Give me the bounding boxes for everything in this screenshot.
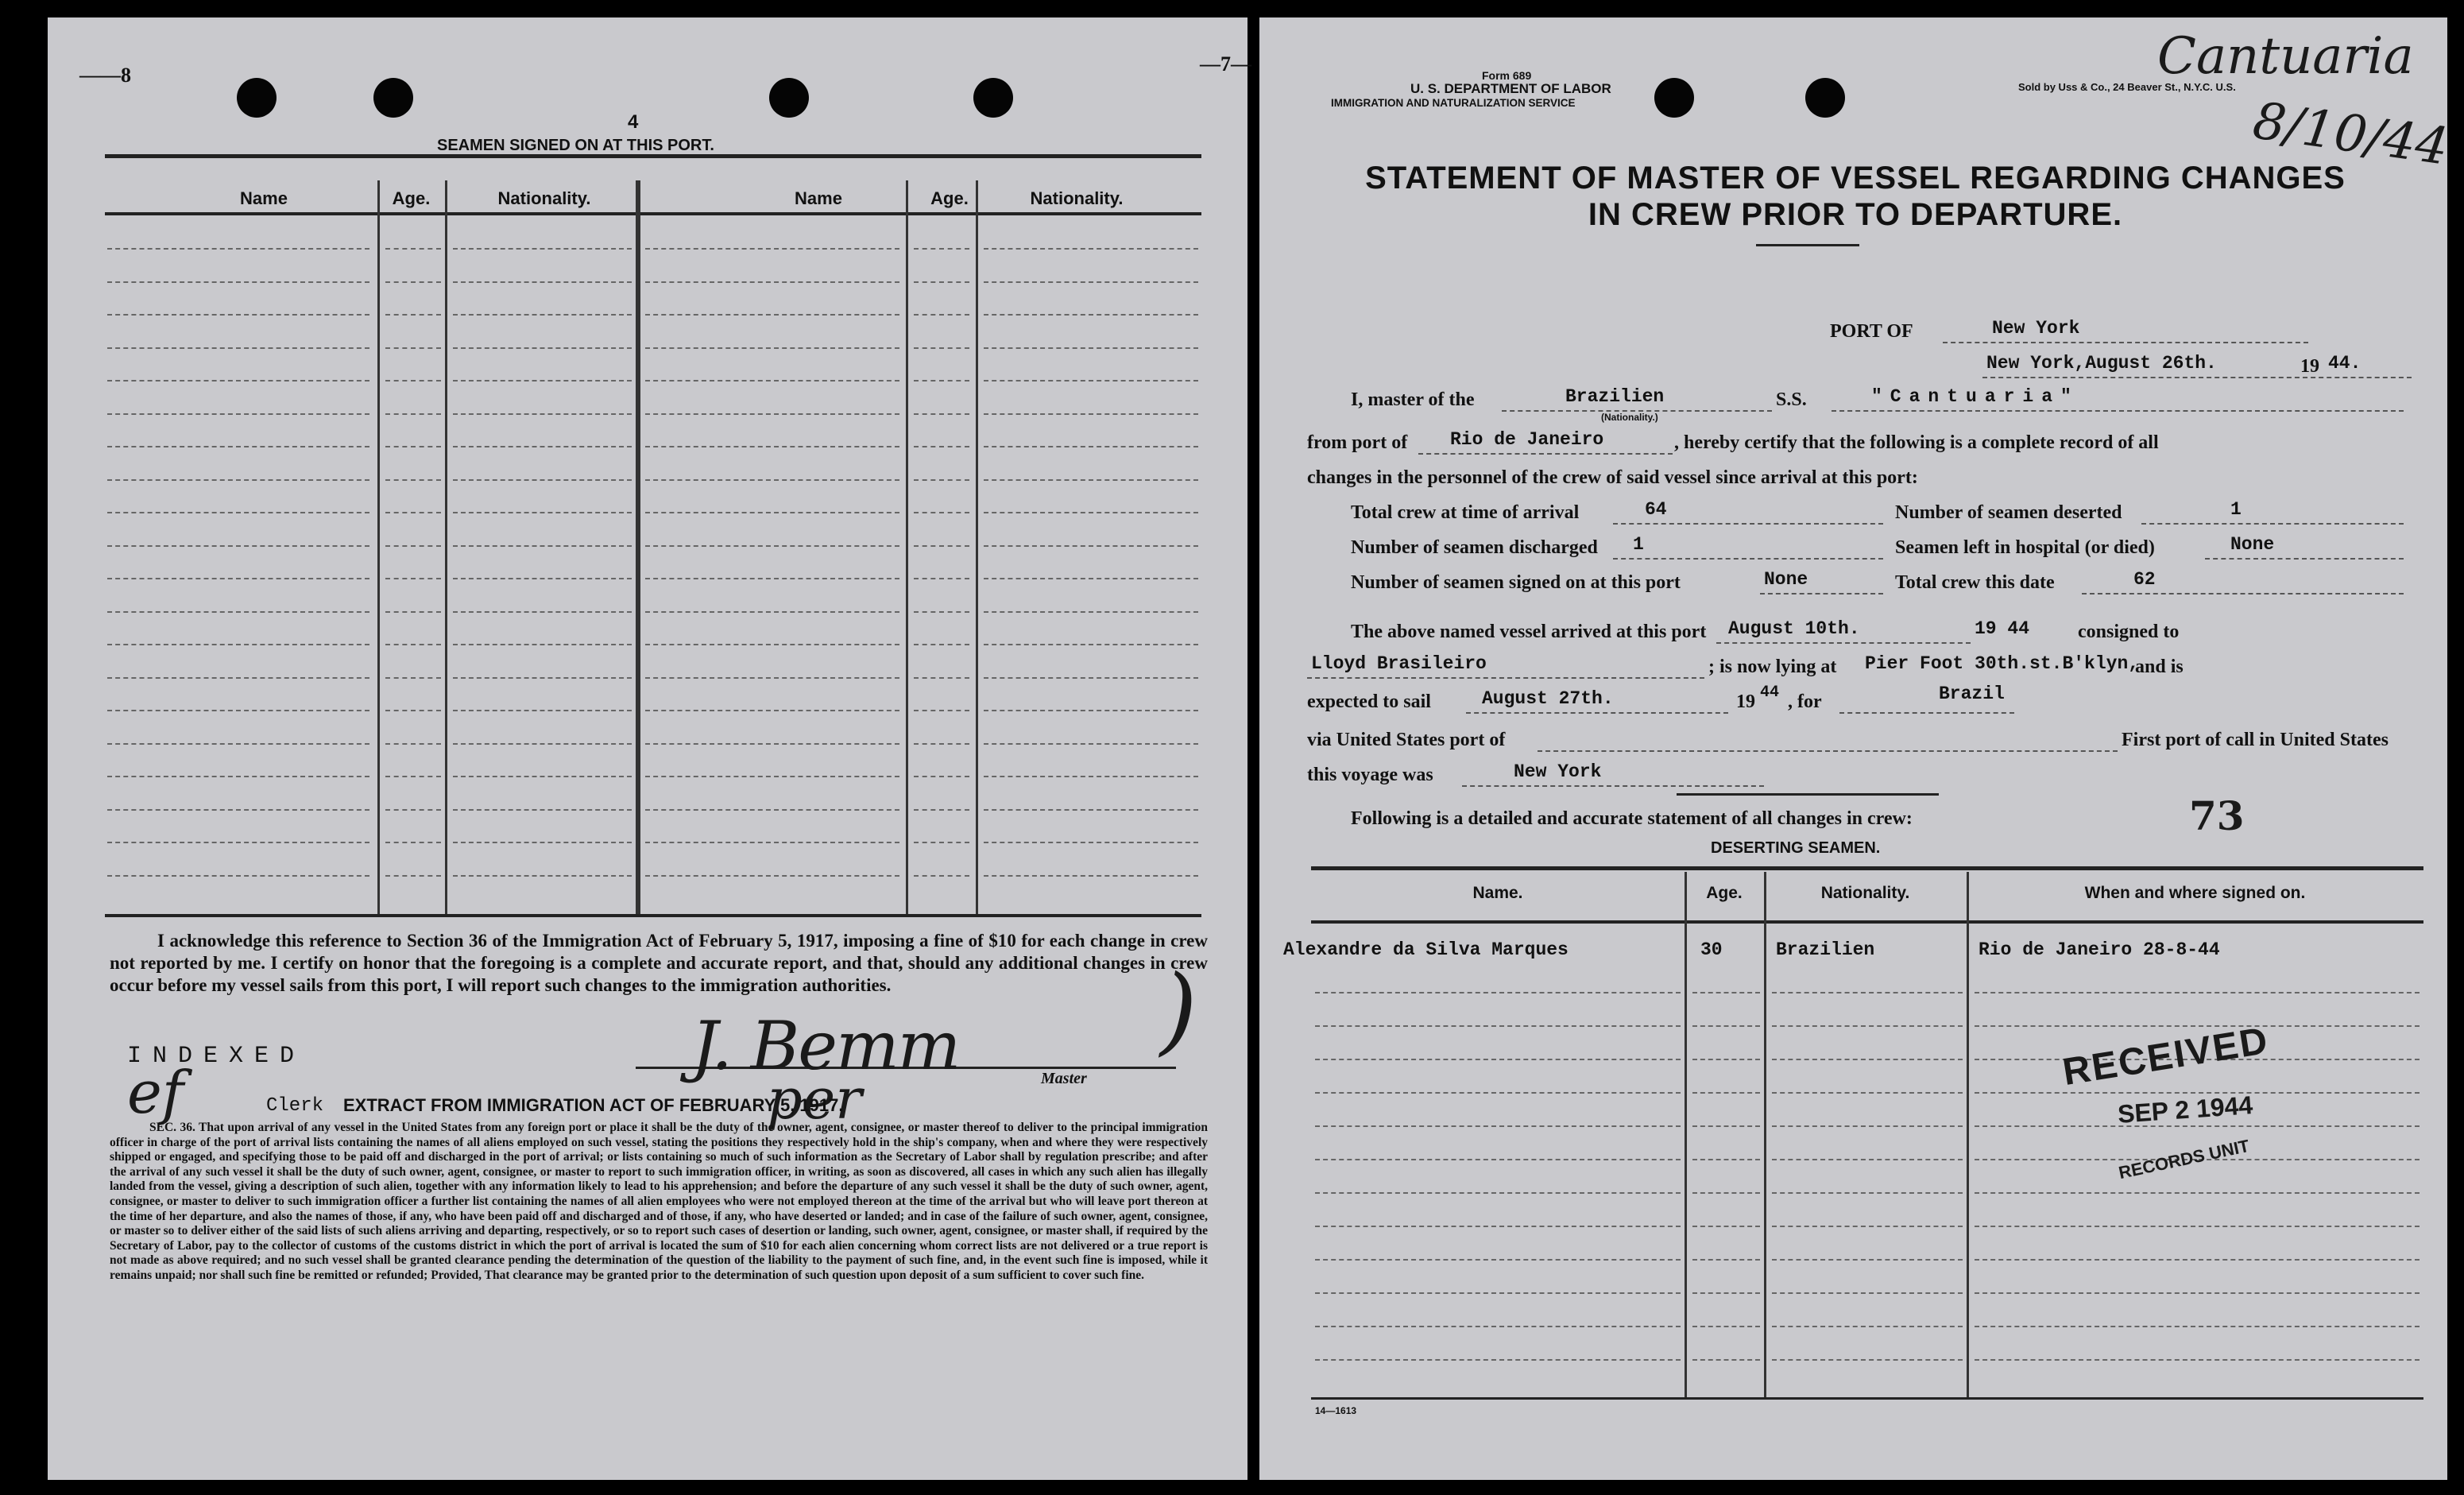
dotted-rule: [914, 413, 969, 415]
discharged-line: [1613, 558, 1883, 560]
dotted-rule: [645, 776, 899, 777]
arrived-value: August 10th.: [1728, 618, 1860, 639]
arrived-label: The above named vessel arrived at this port: [1351, 622, 1707, 642]
dotted-rule: [107, 677, 369, 679]
year-prefix: 19: [2300, 356, 2319, 377]
dotted-rule: [1315, 1259, 1681, 1261]
dotted-rule: [453, 644, 632, 645]
dotted-rule: [984, 314, 1198, 316]
deserting-title: DESERTING SEAMEN.: [1711, 839, 1881, 857]
clerk-label: Clerk: [266, 1095, 324, 1117]
and-is-label: and is: [2135, 656, 2184, 677]
column-divider: [445, 180, 447, 914]
form-number: Form 689: [1482, 69, 1532, 82]
master-label: Master: [1041, 1070, 1087, 1087]
dotted-rule: [453, 743, 632, 745]
dotted-rule: [453, 446, 632, 447]
dotted-rule: [984, 809, 1198, 811]
table-bottom-rule: [105, 914, 1201, 917]
dotted-rule: [453, 611, 632, 613]
dotted-rule: [107, 875, 369, 877]
extract-title: EXTRACT FROM IMMIGRATION ACT OF FEBRUARY 5, 1917.: [343, 1095, 844, 1115]
hospital-line: [2205, 558, 2404, 560]
dotted-rule: [984, 479, 1198, 481]
dotted-rule: [1975, 1125, 2420, 1127]
handwritten-ship-name: Cantuaria: [2157, 27, 2414, 86]
dotted-rule: [914, 479, 969, 481]
dotted-rule: [385, 545, 441, 547]
dotted-rule: [107, 611, 369, 613]
dotted-rule: [645, 809, 899, 811]
table-header-rule: [105, 212, 1201, 215]
dotted-rule: [1975, 1359, 2420, 1361]
ss-label: S.S.: [1776, 389, 1807, 410]
dotted-rule: [1772, 1092, 1963, 1094]
via-line: [1538, 750, 2118, 752]
acknowledgement-text: I acknowledge this reference to Section 36 of the Immigration Act of February 5, 1917, imposing a fine of $10 for each change in crew not reported by me. I certify on honor that the foregoing is a complete and accurate report, and that, should any additional changes in crew occur before my vessel sails from this port, I will report such changes to the immigration authorities.: [110, 931, 1208, 995]
consignee-value: Lloyd Brasileiro: [1311, 653, 1487, 674]
lying-label: ; is now lying at: [1708, 656, 1837, 677]
dotted-rule: [385, 809, 441, 811]
dotted-rule: [385, 281, 441, 283]
signed-on-label: Number of seamen signed on at this port: [1351, 572, 1681, 593]
punch-hole: [1805, 78, 1845, 118]
dotted-rule: [1772, 992, 1963, 993]
dotted-rule: [1975, 992, 2420, 993]
voyage-label: this voyage was: [1307, 765, 1433, 785]
port-of-line: [1943, 342, 2308, 343]
dotted-rule: [1315, 1326, 1681, 1327]
dotted-rule: [1772, 1059, 1963, 1060]
dotted-rule: [107, 413, 369, 415]
column-divider: [1764, 872, 1766, 1397]
section-36-text: SEC. 36. That upon arrival of any vessel in the United States from any foreign port or place it shall be the duty of the owner, agent, consignee, or master thereof to deliver to the principal immigration officer in charge of the port of arrival lists containing the names of all aliens employed on such vessel, stating the positions they respectively hold in the ship's company, when and where they were respectively shipped or engaged, and specifying those to be paid off and discharged in the port of arrival; or lists containing so much of such information as the Secretary of Labor shall by regulation prescribe; and after the arrival of any such vessel it shall be the duty of such owner, agent, consignee, or master to report to such immigration officer, in writing, as soon as discovered, all cases in which any such alien has illegally landed from the vessel, giving a description of such alien, together with any information likely to lead to his apprehension; and before the departure of any such vessel it shall be the duty of such owner, agent, consignee, or master to deliver to such immigration officer a further list containing the names of all alien employees who were not employed thereon at the time of the arrival but who will leave port thereon at the time of her departure, and also the names of those, if any, who have been paid off and discharged and of those, if any, who have deserted or landed; and in case of the failure of such owner, agent, consignee, or master so to deliver either of the said lists of such aliens arriving and departing, respectively, or so to report such cases of desertion or landing, such owner, agent, consignee, or master shall, if required by the Secretary of Labor, pay to the collector of customs of the customs district in which the port of arrival is located the sum of $10 for each alien concerning whom correct lists are not delivered or a true report is not made as above required; and no such vessel shall be granted clearance pending the determination of the question of the liability to the payment of such fine, and, in the event such fine is imposed, while it remains unpaid; nor shall such fine be remitted or refunded; Provided, That clearance may be granted prior to the determination of such question upon deposit of a sum sufficient to cover such fine.: [110, 1121, 1208, 1282]
dotted-rule: [914, 512, 969, 513]
dotted-rule: [1315, 1025, 1681, 1027]
consignee-line: [1307, 677, 1704, 679]
arrived-line: [1716, 642, 1971, 644]
dotted-rule: [385, 677, 441, 679]
dotted-rule: [385, 479, 441, 481]
dotted-rule: [385, 743, 441, 745]
dotted-rule: [107, 314, 369, 316]
date-line: [1982, 377, 2412, 378]
total-crew-date-label: Total crew this date: [1895, 572, 2055, 593]
lying-value: Pier Foot 30th.st.B'klyn,: [1865, 653, 2140, 674]
dotted-rule: [385, 413, 441, 415]
dotted-rule: [107, 776, 369, 777]
dotted-rule: [984, 743, 1198, 745]
from-port-value: Rio de Janeiro: [1450, 429, 1604, 450]
column-header: Name.: [1472, 884, 1523, 902]
deserted-label: Number of seamen deserted: [1895, 502, 2122, 523]
dotted-rule: [645, 611, 899, 613]
nationality-value: Brazilien: [1565, 386, 1665, 407]
column-header: Name: [795, 188, 842, 208]
dotted-rule: [1692, 1192, 1760, 1194]
dotted-rule: [1315, 1159, 1681, 1160]
signed-on-line: [1760, 593, 1883, 595]
seller-imprint: Sold by Uss & Co., 24 Beaver St., N.Y.C. U.S.: [2018, 81, 2236, 93]
dotted-rule: [914, 842, 969, 843]
dotted-rule: [914, 710, 969, 711]
dotted-rule: [1692, 1092, 1760, 1094]
expected-value: August 27th.: [1482, 688, 1614, 709]
dotted-rule: [107, 512, 369, 513]
dotted-rule: [645, 380, 899, 381]
dotted-rule: [1315, 1125, 1681, 1127]
dotted-rule: [984, 710, 1198, 711]
handwritten-date: 8/10/44: [2249, 91, 2452, 177]
vessel-line: [1832, 410, 2404, 412]
expected-line: [1466, 712, 1728, 714]
column-divider: [636, 180, 640, 914]
dotted-rule: [107, 248, 369, 250]
dotted-rule: [1772, 1259, 1963, 1261]
dotted-rule: [645, 710, 899, 711]
dotted-rule: [385, 842, 441, 843]
signature-flourish: ): [1160, 955, 1197, 1066]
dotted-rule: [645, 413, 899, 415]
dotted-rule: [1975, 1292, 2420, 1294]
dotted-rule: [914, 809, 969, 811]
service-name: IMMIGRATION AND NATURALIZATION SERVICE: [1331, 97, 1576, 109]
dotted-rule: [1975, 1092, 2420, 1094]
dotted-rule: [1692, 1059, 1760, 1060]
dotted-rule: [984, 380, 1198, 381]
dotted-rule: [453, 314, 632, 316]
dotted-rule: [914, 578, 969, 579]
dotted-rule: [385, 644, 441, 645]
corner-mark: —7—: [1200, 52, 1251, 76]
hospital-value: None: [2230, 534, 2275, 555]
dotted-rule: [1772, 1192, 1963, 1194]
column-divider: [976, 180, 978, 914]
dotted-rule: [385, 875, 441, 877]
dotted-rule: [1692, 1226, 1760, 1227]
master-signature: J. Bemm: [691, 1007, 960, 1085]
dotted-rule: [107, 743, 369, 745]
dotted-rule: [914, 446, 969, 447]
for-label: , for: [1788, 691, 1822, 712]
sail-year-prefix: 19: [1736, 691, 1755, 712]
column-divider: [377, 180, 380, 914]
dotted-rule: [1692, 992, 1760, 993]
dotted-rule: [453, 281, 632, 283]
dotted-rule: [385, 314, 441, 316]
corner-mark: ——8: [79, 64, 131, 87]
for-line: [1839, 712, 2014, 714]
indexed-stamp: INDEXED: [127, 1043, 306, 1070]
dotted-rule: [107, 545, 369, 547]
from-port-label: from port of: [1307, 432, 1408, 453]
section-title: SEAMEN SIGNED ON AT THIS PORT.: [437, 137, 714, 154]
table-header-rule: [1311, 920, 2423, 924]
dotted-rule: [645, 545, 899, 547]
dotted-rule: [453, 809, 632, 811]
dotted-rule: [1315, 1092, 1681, 1094]
dotted-rule: [984, 644, 1198, 645]
dotted-rule: [984, 578, 1198, 579]
dotted-rule: [1692, 1159, 1760, 1160]
column-divider: [1685, 872, 1687, 1397]
department-name: U. S. DEPARTMENT OF LABOR: [1410, 81, 1611, 96]
dotted-rule: [107, 578, 369, 579]
dotted-rule: [453, 875, 632, 877]
column-divider: [906, 180, 908, 914]
dotted-rule: [645, 248, 899, 250]
received-date: SEP 2 1944: [2116, 1090, 2254, 1129]
dotted-rule: [1315, 1359, 1681, 1361]
dotted-rule: [645, 578, 899, 579]
dotted-rule: [385, 776, 441, 777]
changes-number: 73: [2189, 792, 2245, 839]
page-number: 4: [628, 111, 639, 133]
dotted-rule: [107, 644, 369, 645]
dotted-rule: [645, 644, 899, 645]
dotted-rule: [984, 842, 1198, 843]
dotted-rule: [914, 248, 969, 250]
dotted-rule: [453, 677, 632, 679]
dotted-rule: [1692, 1025, 1760, 1027]
dotted-rule: [453, 710, 632, 711]
column-header: Name: [240, 188, 288, 208]
table-top-rule: [1311, 866, 2423, 870]
dotted-rule: [914, 347, 969, 349]
column-header: Age.: [1706, 884, 1743, 902]
dotted-rule: [107, 809, 369, 811]
dotted-rule: [984, 281, 1198, 283]
dotted-rule: [645, 479, 899, 481]
port-of-value: New York: [1992, 318, 2080, 339]
dotted-rule: [1692, 1359, 1760, 1361]
consigned-label: consigned to: [2078, 622, 2180, 642]
dotted-rule: [645, 314, 899, 316]
dotted-rule: [453, 776, 632, 777]
total-crew-arrival-label: Total crew at time of arrival: [1351, 502, 1580, 523]
deserter-age: 30: [1700, 939, 1723, 960]
punch-hole: [237, 78, 277, 118]
dotted-rule: [984, 875, 1198, 877]
dotted-rule: [984, 248, 1198, 250]
vessel-name: "Cantuaria": [1871, 386, 2079, 407]
dotted-rule: [385, 248, 441, 250]
dotted-rule: [914, 644, 969, 645]
dotted-rule: [385, 380, 441, 381]
dotted-rule: [107, 281, 369, 283]
dotted-rule: [1772, 1326, 1963, 1327]
year-value: 44.: [2328, 353, 2361, 374]
dotted-rule: [1315, 992, 1681, 993]
dotted-rule: [385, 347, 441, 349]
dotted-rule: [914, 545, 969, 547]
dotted-rule: [645, 743, 899, 745]
dotted-rule: [1315, 1192, 1681, 1194]
dotted-rule: [1975, 1226, 2420, 1227]
signed-on-value: None: [1764, 569, 1808, 590]
dotted-rule: [1975, 1025, 2420, 1027]
dotted-rule: [984, 611, 1198, 613]
date-value: New York,August 26th.: [1986, 353, 2217, 374]
table-bottom-rule: [1311, 1397, 2423, 1400]
hospital-label: Seamen left in hospital (or died): [1895, 537, 2155, 558]
from-port-line: [1418, 453, 1673, 455]
dotted-rule: [645, 347, 899, 349]
via-label: via United States port of: [1307, 730, 1506, 750]
nationality-caption: (Nationality.): [1601, 412, 1658, 423]
dotted-rule: [453, 380, 632, 381]
deserter-nationality: Brazilien: [1776, 939, 1875, 960]
dotted-rule: [1315, 1059, 1681, 1060]
dotted-rule: [1315, 1292, 1681, 1294]
port-of-label: PORT OF: [1830, 321, 1913, 342]
dotted-rule: [385, 710, 441, 711]
dotted-rule: [1772, 1292, 1963, 1294]
total-crew-arrival-line: [1613, 523, 1883, 525]
arrived-year: 19 44: [1975, 618, 2030, 639]
dotted-rule: [453, 479, 632, 481]
dotted-rule: [107, 380, 369, 381]
deserted-value: 1: [2230, 499, 2242, 520]
dotted-rule: [914, 611, 969, 613]
dotted-rule: [984, 413, 1198, 415]
dotted-rule: [107, 347, 369, 349]
dotted-rule: [453, 413, 632, 415]
dotted-rule: [914, 743, 969, 745]
column-divider: [1967, 872, 1969, 1397]
dotted-rule: [385, 611, 441, 613]
clerk-initials: ef: [127, 1059, 184, 1127]
changes-text: changes in the personnel of the crew of said vessel since arrival at this port:: [1307, 467, 1918, 488]
dotted-rule: [107, 842, 369, 843]
title-rule: [1756, 244, 1859, 246]
dotted-rule: [984, 677, 1198, 679]
right-page: [1200, 17, 2452, 1480]
separator-rule: [1677, 793, 1939, 796]
dotted-rule: [1692, 1326, 1760, 1327]
dotted-rule: [1772, 1226, 1963, 1227]
dotted-rule: [453, 578, 632, 579]
dotted-rule: [453, 842, 632, 843]
total-crew-date-line: [2082, 593, 2404, 595]
dotted-rule: [1692, 1292, 1760, 1294]
dotted-rule: [453, 545, 632, 547]
dotted-rule: [385, 446, 441, 447]
master-of-label: I, master of the: [1351, 389, 1475, 410]
following-text: Following is a detailed and accurate statement of all changes in crew:: [1351, 808, 1913, 829]
dotted-rule: [645, 281, 899, 283]
dotted-rule: [645, 842, 899, 843]
dotted-rule: [914, 314, 969, 316]
dotted-rule: [1975, 1326, 2420, 1327]
dotted-rule: [107, 479, 369, 481]
column-header: Nationality.: [497, 188, 591, 208]
total-crew-arrival-value: 64: [1645, 499, 1667, 520]
dotted-rule: [107, 710, 369, 711]
punch-hole: [373, 78, 413, 118]
dotted-rule: [984, 776, 1198, 777]
dotted-rule: [645, 446, 899, 447]
deserter-name: Alexandre da Silva Marques: [1283, 939, 1569, 960]
sail-year-value: 44: [1760, 684, 1780, 702]
dotted-rule: [1772, 1025, 1963, 1027]
dotted-rule: [984, 545, 1198, 547]
left-page: [48, 17, 1247, 1480]
dotted-rule: [453, 512, 632, 513]
dotted-rule: [645, 677, 899, 679]
dotted-rule: [914, 281, 969, 283]
discharged-label: Number of seamen discharged: [1351, 537, 1598, 558]
dotted-rule: [984, 446, 1198, 447]
dotted-rule: [1772, 1359, 1963, 1361]
column-header: Nationality.: [1030, 188, 1124, 208]
dotted-rule: [645, 512, 899, 513]
expected-label: expected to sail: [1307, 691, 1431, 712]
dotted-rule: [984, 347, 1198, 349]
dotted-rule: [914, 677, 969, 679]
total-crew-date-value: 62: [2133, 569, 2156, 590]
received-stamp: RECEIVED: [2060, 1019, 2272, 1094]
dotted-rule: [914, 776, 969, 777]
dotted-rule: [1315, 1226, 1681, 1227]
dotted-rule: [453, 347, 632, 349]
footer-code: 14—1613: [1315, 1405, 1357, 1416]
deserter-signed-on: Rio de Janeiro 28-8-44: [1979, 939, 2220, 960]
deserted-line: [2141, 523, 2404, 525]
dotted-rule: [1772, 1125, 1963, 1127]
dotted-rule: [1772, 1159, 1963, 1160]
dotted-rule: [1975, 1192, 2420, 1194]
table-top-rule: [105, 154, 1201, 158]
dotted-rule: [914, 875, 969, 877]
punch-hole: [769, 78, 809, 118]
dotted-rule: [107, 446, 369, 447]
punch-hole: [1654, 78, 1694, 118]
dotted-rule: [914, 380, 969, 381]
for-value: Brazil: [1939, 684, 2005, 704]
discharged-value: 1: [1633, 534, 1644, 555]
column-header: Nationality.: [1820, 884, 1910, 902]
signature-initials: per: [767, 1067, 862, 1132]
form-title-line-1: STATEMENT OF MASTER OF VESSEL REGARDING CHANGES: [1365, 161, 2346, 196]
dotted-rule: [385, 512, 441, 513]
form-title-line-2: IN CREW PRIOR TO DEPARTURE.: [1588, 197, 2123, 232]
voyage-value: New York: [1514, 761, 1602, 782]
dotted-rule: [1692, 1125, 1760, 1127]
dotted-rule: [645, 875, 899, 877]
column-header: Age.: [392, 188, 431, 208]
dotted-rule: [984, 512, 1198, 513]
column-header: Age.: [930, 188, 969, 208]
first-port-label: First port of call in United States: [2122, 730, 2389, 750]
dotted-rule: [1692, 1259, 1760, 1261]
dotted-rule: [453, 248, 632, 250]
dotted-rule: [1975, 1259, 2420, 1261]
voyage-line: [1462, 785, 1764, 787]
records-unit-stamp: RECORDS UNIT: [2117, 1135, 2252, 1183]
dotted-rule: [385, 578, 441, 579]
punch-hole: [973, 78, 1013, 118]
column-header: When and where signed on.: [2084, 884, 2306, 902]
certify-text: , hereby certify that the following is a complete record of all: [1674, 432, 2159, 453]
